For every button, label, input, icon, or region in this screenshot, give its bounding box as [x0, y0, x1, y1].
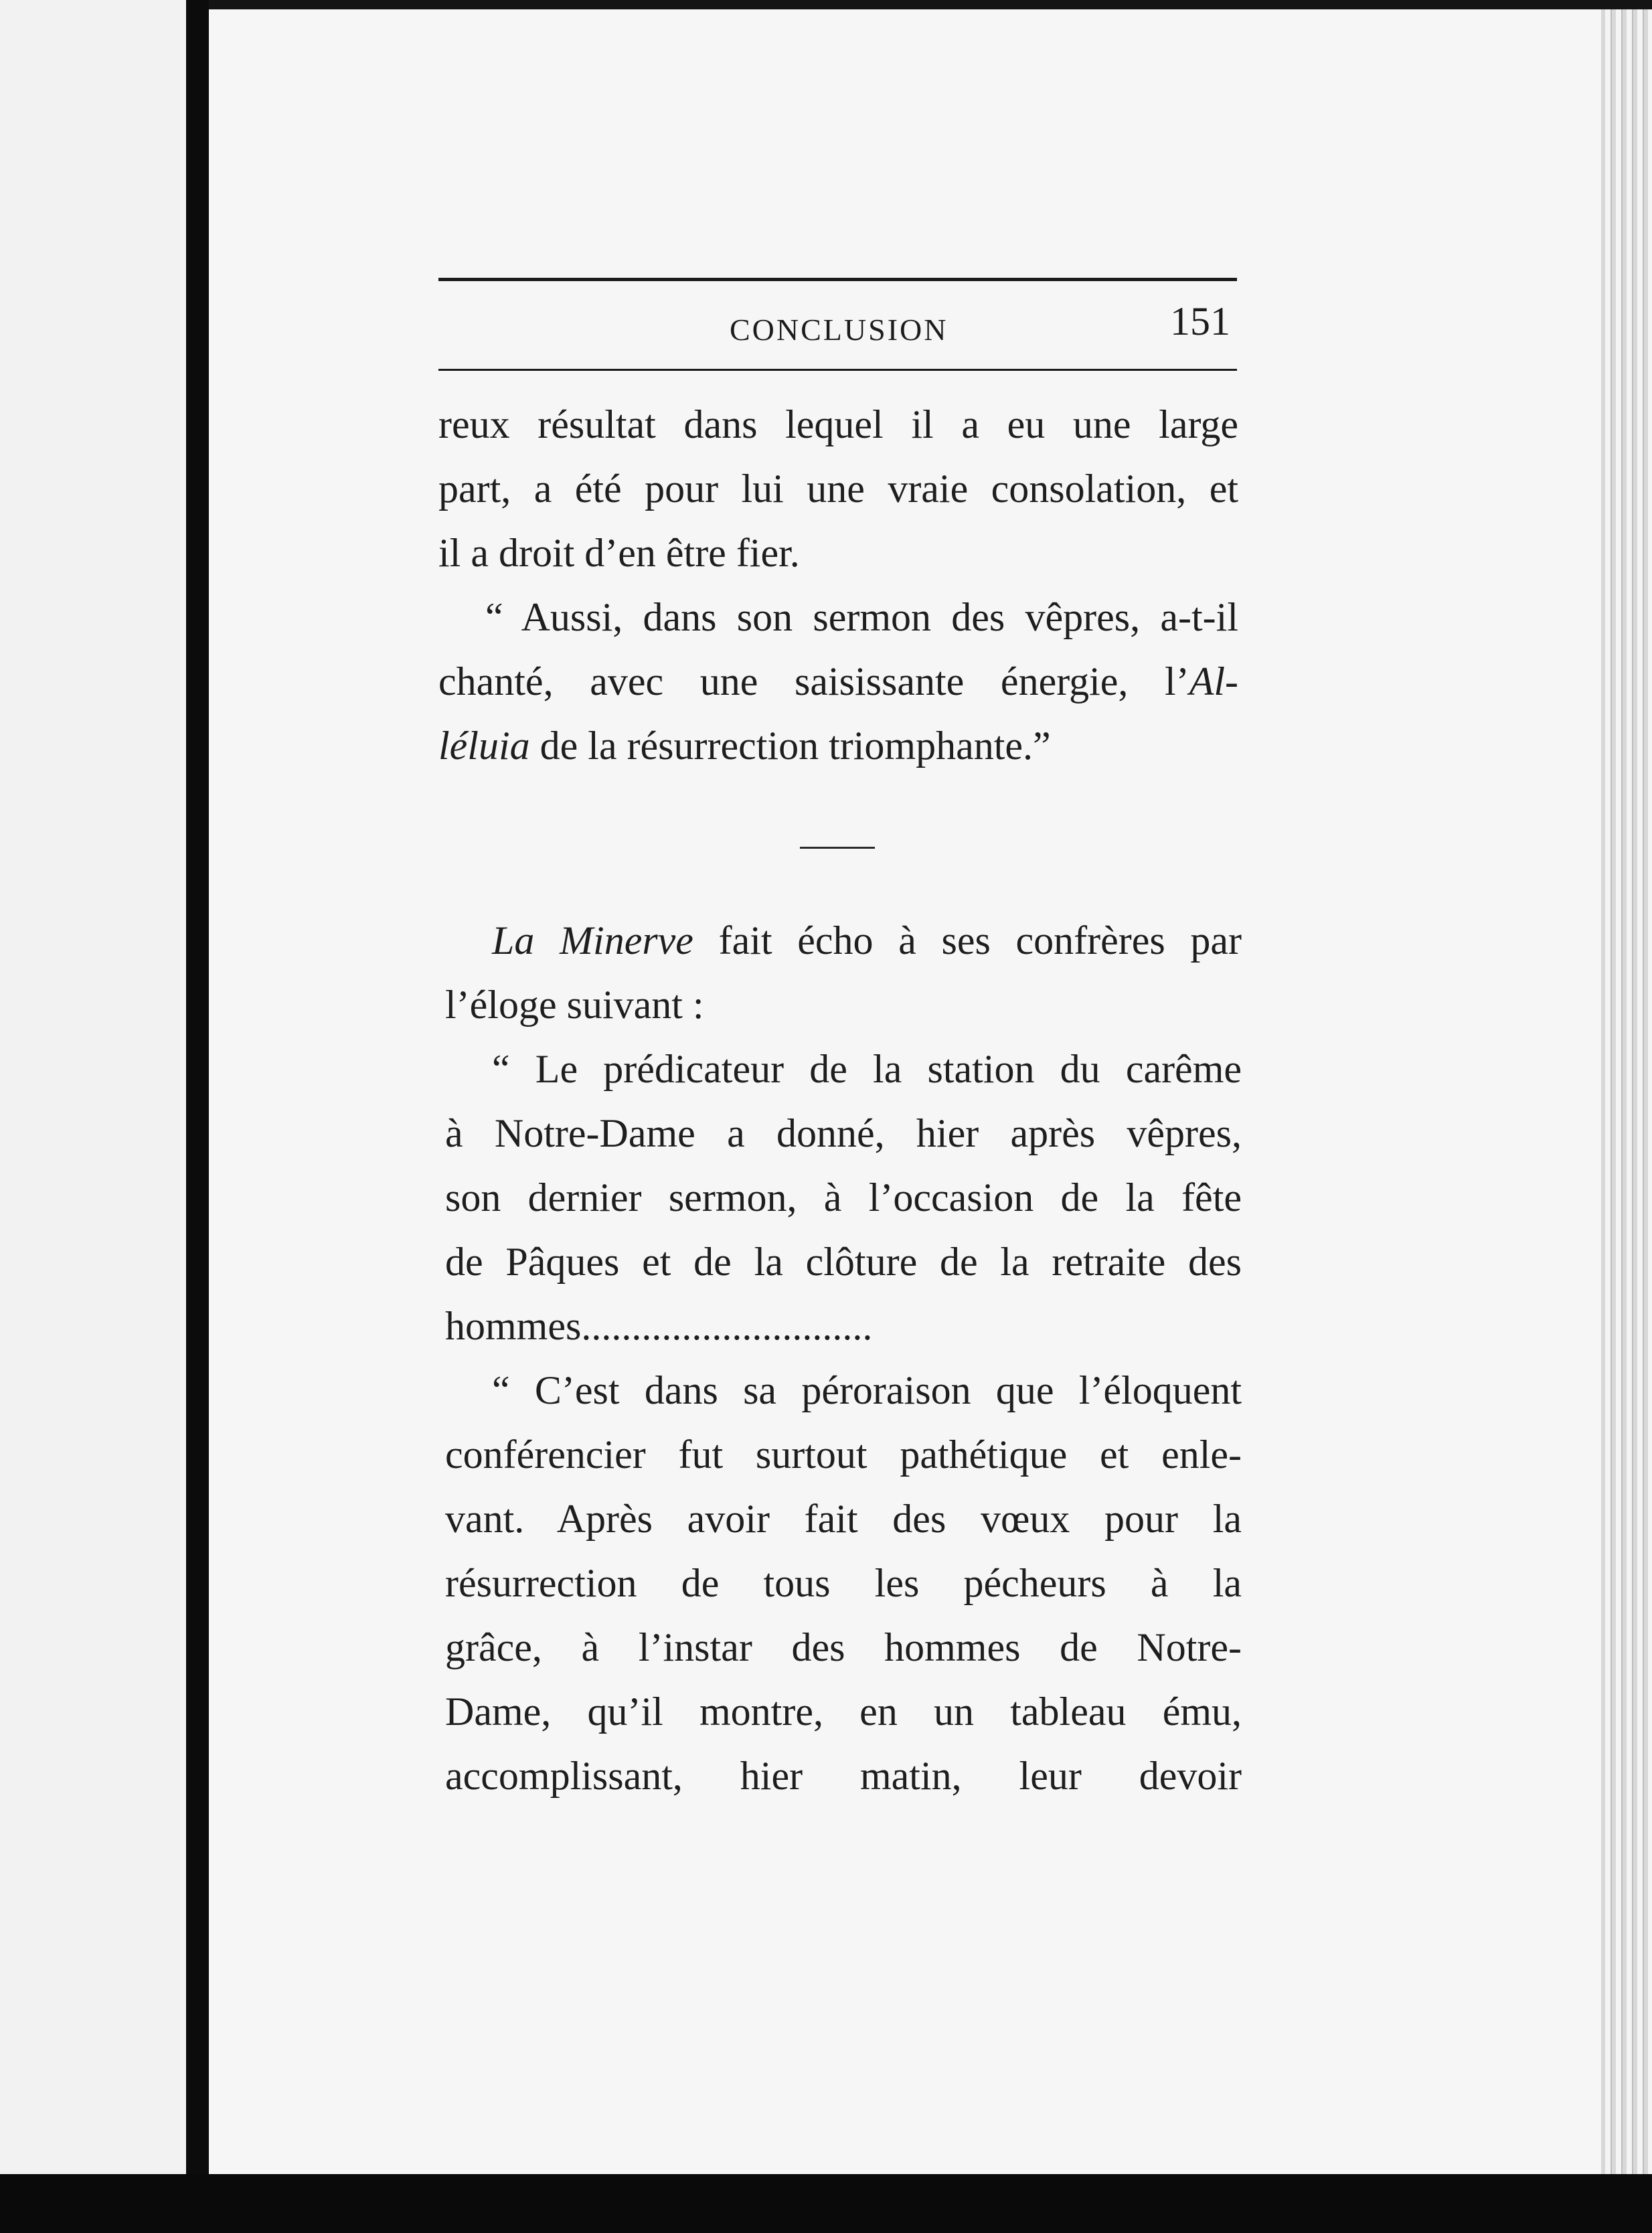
text-line: “ Aussi, dans son sermon des vêpres, a-t-il: [485, 595, 1238, 639]
header-bottom-rule: [438, 369, 1237, 371]
text-line: résurrection de tous les pécheurs à la: [445, 1561, 1242, 1605]
text-line: vant. Après avoir fait des vœux pour la: [445, 1497, 1242, 1541]
text-line: conférencier fut surtout pathétique et enle-: [445, 1432, 1242, 1477]
italic-run: Al-: [1189, 659, 1238, 704]
facing-page: [0, 0, 186, 2175]
text-line: il a droit d’en être fier.: [438, 531, 800, 575]
text-block-top: [438, 392, 1238, 778]
text-run: chanté, avec une saisissante énergie, l’: [438, 659, 1189, 704]
text-run: de la résurrection triomphante.”: [529, 724, 1051, 768]
page-number: 151: [1170, 299, 1230, 343]
text-line: à Notre-Dame a donné, hier après vêpres,: [445, 1111, 1242, 1155]
text-line: accomplissant, hier matin, leur devoir: [445, 1754, 1242, 1798]
text-line: “ Le prédicateur de la station du carême: [492, 1047, 1242, 1091]
text-line: Dame, qu’il montre, en un tableau ému,: [445, 1689, 1242, 1734]
text-line: hommes.............................: [445, 1304, 873, 1348]
text-line: “ C’est dans sa péroraison que l’éloquent: [492, 1368, 1242, 1412]
text-line: grâce, à l’instar des hommes de Notre-: [445, 1625, 1242, 1669]
text-line: de Pâques et de la clôture de la retraite des: [445, 1240, 1242, 1284]
italic-run: léluia: [438, 724, 530, 768]
page-edges: [1601, 9, 1652, 2174]
text-line: part, a été pour lui une vraie consolation, et: [438, 467, 1238, 511]
text-line: son dernier sermon, à l’occasion de la fête: [445, 1175, 1242, 1220]
scan-bottom-border: [0, 2174, 1652, 2233]
text-block-bottom: [445, 908, 1242, 1808]
running-head: CONCLUSION: [730, 313, 948, 347]
section-separator: [800, 847, 875, 849]
text-line: reux résultat dans lequel il a eu une large: [438, 402, 1238, 446]
text-line: [438, 714, 1238, 778]
text-line: l’éloge suivant :: [445, 983, 704, 1027]
book-gutter: [186, 0, 209, 2233]
text-run: fait écho à ses confrères par: [693, 918, 1242, 963]
text-line: [445, 908, 1242, 973]
text-line: [438, 649, 1238, 714]
italic-run: La Minerve: [492, 918, 693, 963]
header-top-rule: [438, 278, 1237, 281]
